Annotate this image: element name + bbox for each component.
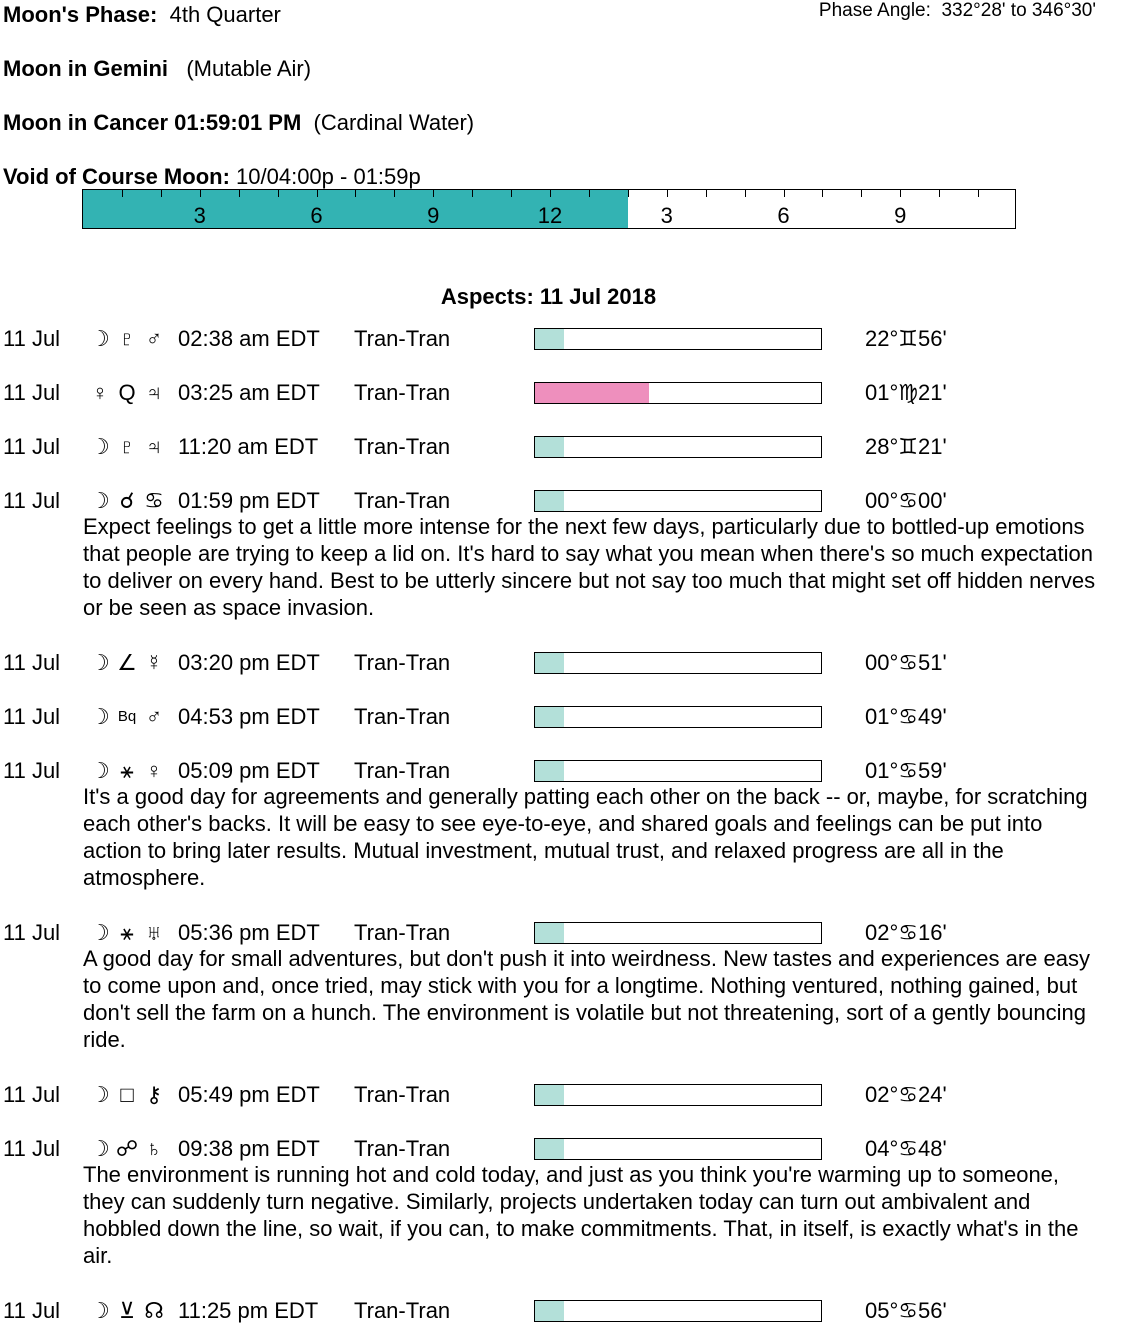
timeline-tick [200,190,201,197]
timeline-tick [161,190,162,197]
aspect-position: 02°♋16' [865,920,947,945]
aspect-strength-fill [535,491,564,511]
aspect-time: 05:36 pm EDT [178,920,320,945]
planet-1-glyph-icon: ☽ [90,650,110,675]
moon-phase-line [3,2,281,28]
aspect-strength-fill [535,707,564,727]
aspect-type: Tran-Tran [354,758,451,783]
planet-1-glyph-icon: ☽ [90,758,110,783]
aspect-strength-bar [534,1084,822,1106]
planet-2-glyph-icon: ♂ [145,326,163,351]
aspect-position: 00°♋51' [865,650,947,675]
moon-phase-value: 4th Quarter [169,2,281,27]
aspect-strength-bar [534,1300,822,1322]
timeline-tick [550,190,551,197]
timeline-tick [628,190,629,197]
aspect-glyph-icon: ∠ [117,650,137,675]
planet-1-glyph-icon: ☽ [90,1298,110,1323]
planet-2-glyph-icon: ☿ [145,650,163,675]
aspect-strength-bar [534,382,822,404]
aspect-time: 05:09 pm EDT [178,758,320,783]
planet-2-glyph-icon: ♋ [144,488,164,513]
timeline-tick [861,190,862,197]
timeline-tick [667,190,668,197]
void-of-course-label: Void of Course Moon: [3,164,230,189]
timeline-tick [472,190,473,197]
aspect-strength-bar [534,922,822,944]
planet-2-glyph-icon: ♀ [145,758,163,783]
aspect-time: 09:38 pm EDT [178,1136,320,1161]
aspect-strength-bar [534,652,822,674]
timeline-hour-label: 3 [193,203,206,228]
aspect-row [0,432,1132,462]
aspect-type: Tran-Tran [354,704,451,729]
timeline-tick [317,190,318,197]
aspect-row [0,918,1132,948]
aspect-time: 05:49 pm EDT [178,1082,320,1107]
timeline-tick [278,190,279,197]
aspect-strength-fill [535,923,564,943]
aspect-date: 11 Jul [3,1298,61,1323]
timeline-tick [784,190,785,197]
timeline-hour-label: 6 [777,203,790,228]
moon-sign-cancer-label: Moon in Cancer 01:59:01 PM [3,110,302,135]
aspect-strength-fill [535,1085,564,1105]
aspect-position: 01°♋49' [865,704,947,729]
aspect-glyph-icon: ☌ [119,488,135,513]
aspect-description: Expect feelings to get a little more intense for the next few days, particularly due to bottled-up emotions that people are trying to keep a lid on. It's hard to say what you mean when there's so much expectation to deliver on every hand. Best to be utterly sincere but not say too much that might set off hidden nerves or be seen as space invasion. [83,514,1096,620]
timeline-tick [822,190,823,197]
planet-2-glyph-icon: ♅ [145,920,163,945]
planet-1-glyph-icon: ♀ [91,380,109,405]
timeline-tick [706,190,707,197]
aspect-glyph-icon: ⚹ [120,920,134,945]
aspect-description: The environment is running hot and cold today, and just as you think you're warming up to someone, they can suddenly turn negative. Similarly, projects undertaken today can turn out ambivalent and hobbled down the line, so wait, if you can, to make commitments. That, in itself, is exactly what's in the air. [83,1162,1079,1268]
timeline-tick [239,190,240,197]
aspect-row [0,324,1132,354]
void-of-course-line [3,164,421,190]
aspect-glyph-icon: Bq [117,708,137,725]
aspect-position: 22°♊56' [865,326,947,351]
aspect-date: 11 Jul [3,380,61,405]
aspect-type: Tran-Tran [354,1082,451,1107]
aspect-strength-fill [535,1139,564,1159]
aspect-description: It's a good day for agreements and generally patting each other on the back -- or, maybe, for scratching each other's backs. It will be easy to see eye-to-eye, and shared goals and feelings can be put into action to bring later results. Mutual investment, mutual trust, and relaxed progress are all in the atmosphere. [83,784,1088,890]
aspect-glyph-icon: ♇ [118,326,136,351]
aspect-type: Tran-Tran [354,920,451,945]
aspect-date: 11 Jul [3,434,61,459]
aspect-row [0,648,1132,678]
aspect-position: 28°♊21' [865,434,947,459]
aspect-type: Tran-Tran [354,326,451,351]
aspect-description: A good day for small adventures, but don't push it into weirdness. New tastes and experiences are easy to come upon and, once tried, may stick with you for a longtime. Nothing ventured, nothing gained, but don't sell the farm on a hunch. The environment is volatile but not threatening, sort of a gently bouncing ride. [83,946,1090,1052]
aspect-glyph-icon: ♇ [118,434,136,459]
aspect-glyph-icon: ⊻ [118,1298,136,1323]
aspect-type: Tran-Tran [354,1136,451,1161]
timeline-tick [394,190,395,197]
aspect-strength-fill [535,329,564,349]
phase-angle [819,0,1096,22]
planet-1-glyph-icon: ☽ [90,434,110,459]
aspect-row [0,1134,1132,1164]
aspect-date: 11 Jul [3,704,61,729]
void-of-course-timeline [82,189,1016,229]
aspect-position: 01°♋59' [865,758,947,783]
aspect-date: 11 Jul [3,1082,61,1107]
aspect-time: 03:25 am EDT [178,380,320,405]
timeline-tick [978,190,979,197]
moon-sign-gemini-element: (Mutable Air) [186,56,312,81]
aspect-position: 04°♋48' [865,1136,947,1161]
aspect-date: 11 Jul [3,650,61,675]
aspect-type: Tran-Tran [354,1298,451,1323]
aspect-strength-bar [534,706,822,728]
timeline-tick [745,190,746,197]
timeline-tick [511,190,512,197]
timeline-hour-label: 9 [894,203,907,228]
aspect-type: Tran-Tran [354,380,451,405]
aspect-strength-fill [535,437,564,457]
moon-sign-gemini-line [3,56,311,82]
planet-1-glyph-icon: ☽ [90,1136,110,1161]
aspect-time: 03:20 pm EDT [178,650,320,675]
timeline-tick [589,190,590,197]
planet-1-glyph-icon: ☽ [90,326,110,351]
aspect-position: 01°♍21' [865,380,947,405]
planet-2-glyph-icon: ☊ [144,1298,164,1323]
aspect-position: 00°♋00' [865,488,947,513]
planet-2-glyph-icon: ♂ [145,704,163,729]
aspect-strength-fill [535,383,649,403]
aspect-position: 05°♋56' [865,1298,947,1323]
aspect-date: 11 Jul [3,326,61,351]
planet-1-glyph-icon: ☽ [90,920,110,945]
planet-2-glyph-icon: ♃ [145,434,163,459]
aspect-type: Tran-Tran [354,488,451,513]
timeline-tick [939,190,940,197]
aspect-time: 01:59 pm EDT [178,488,320,513]
aspect-type: Tran-Tran [354,650,451,675]
timeline-tick [900,190,901,197]
planet-1-glyph-icon: ☽ [90,1082,110,1107]
aspect-glyph-icon: Q [118,380,136,405]
aspect-date: 11 Jul [3,920,61,945]
phase-angle-value: 332°28' to 346°30' [941,0,1096,21]
moon-sign-cancer-element: (Cardinal Water) [313,110,475,135]
aspect-type: Tran-Tran [354,434,451,459]
planet-2-glyph-icon: ⚷ [145,1082,163,1107]
timeline-hour-label: 3 [660,203,673,228]
timeline-tick [355,190,356,197]
planet-2-glyph-icon: ♃ [145,380,163,405]
timeline-hour-label: 12 [537,203,563,228]
aspect-glyph-icon: □ [120,1082,134,1107]
moon-sign-cancer-line [3,110,474,136]
aspect-strength-fill [535,653,564,673]
aspect-time: 04:53 pm EDT [178,704,320,729]
aspect-time: 11:20 am EDT [178,434,319,459]
aspect-time: 02:38 am EDT [178,326,320,351]
aspect-strength-bar [534,760,822,782]
aspect-date: 11 Jul [3,1136,61,1161]
planet-1-glyph-icon: ☽ [90,704,110,729]
aspect-strength-fill [535,761,564,781]
aspect-date: 11 Jul [3,758,61,783]
aspect-strength-bar [534,1138,822,1160]
aspect-strength-bar [534,328,822,350]
timeline-tick [122,190,123,197]
aspect-glyph-icon: ☍ [115,1136,139,1161]
aspect-row [0,486,1132,516]
aspect-date: 11 Jul [3,488,61,513]
aspect-row [0,1296,1132,1326]
phase-angle-label: Phase Angle: [818,0,931,21]
aspect-time: 11:25 pm EDT [178,1298,319,1323]
aspect-glyph-icon: ⚹ [120,758,134,783]
timeline-hour-label: 6 [310,203,323,228]
aspect-row [0,756,1132,786]
planet-2-glyph-icon: ♄ [145,1136,163,1161]
void-of-course-value: 10/04:00p - 01:59p [236,164,421,189]
timeline-hour-label: 9 [427,203,440,228]
planet-1-glyph-icon: ☽ [90,488,110,513]
aspect-row [0,378,1132,408]
moon-phase-label: Moon's Phase: [3,2,158,27]
moon-sign-gemini-label: Moon in Gemini [3,56,168,81]
aspect-strength-bar [534,436,822,458]
timeline-tick [433,190,434,197]
aspect-row [0,702,1132,732]
aspect-strength-bar [534,490,822,512]
aspect-row [0,1080,1132,1110]
aspect-strength-fill [535,1301,564,1321]
aspect-position: 02°♋24' [865,1082,947,1107]
aspects-title: Aspects: 11 Jul 2018 [440,284,657,309]
